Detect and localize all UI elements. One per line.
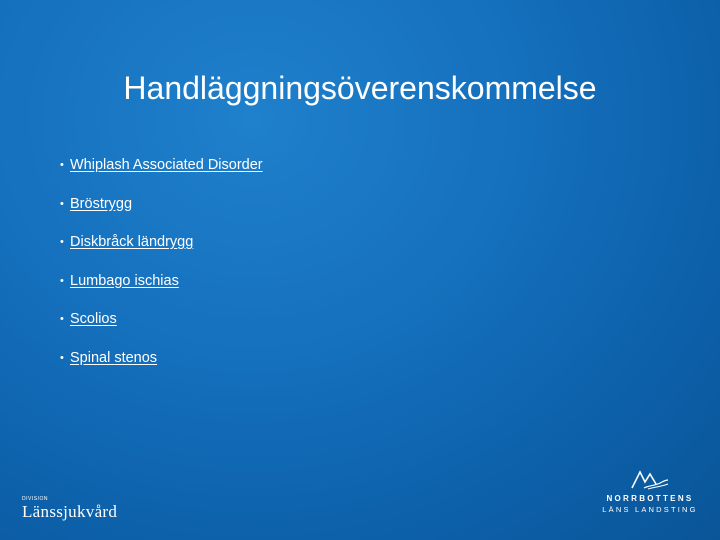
mountain-river-logo-icon [630, 468, 670, 490]
bullet-marker: • [60, 236, 64, 248]
division-label [22, 496, 117, 522]
logo-line1: NORRBOTTENS [606, 494, 694, 503]
list-item [60, 192, 263, 231]
list-item [60, 346, 263, 385]
bullet-marker: • [60, 351, 64, 364]
bullet-link-diskbrack[interactable]: Diskbråck ländrygg [70, 234, 194, 250]
division-small-label: DIVISION [22, 496, 48, 502]
list-item [60, 230, 263, 269]
slide-title: Handläggningsöverenskommelse [123, 70, 597, 106]
bullet-list [60, 153, 263, 384]
list-item [60, 307, 263, 346]
division-name: Länssjukvård [22, 502, 118, 521]
bullet-link-scolios[interactable]: Scolios [70, 311, 117, 327]
list-item [60, 153, 263, 192]
bullet-link-spinal-stenos[interactable]: Spinal stenos [70, 349, 158, 366]
bullet-marker: • [60, 159, 64, 171]
bullet-link-brostrygg[interactable]: Bröstrygg [70, 195, 133, 212]
list-item [60, 269, 263, 308]
bullet-marker: • [60, 197, 64, 210]
bullet-marker: • [60, 313, 64, 325]
norrbotten-logo [600, 468, 700, 515]
logo-line2: LÄNS LANDSTING [602, 505, 698, 514]
bullet-link-lumbago[interactable]: Lumbago ischias [70, 272, 179, 289]
bullet-marker: • [60, 274, 64, 287]
bullet-link-whiplash[interactable]: Whiplash Associated Disorder [70, 157, 263, 173]
